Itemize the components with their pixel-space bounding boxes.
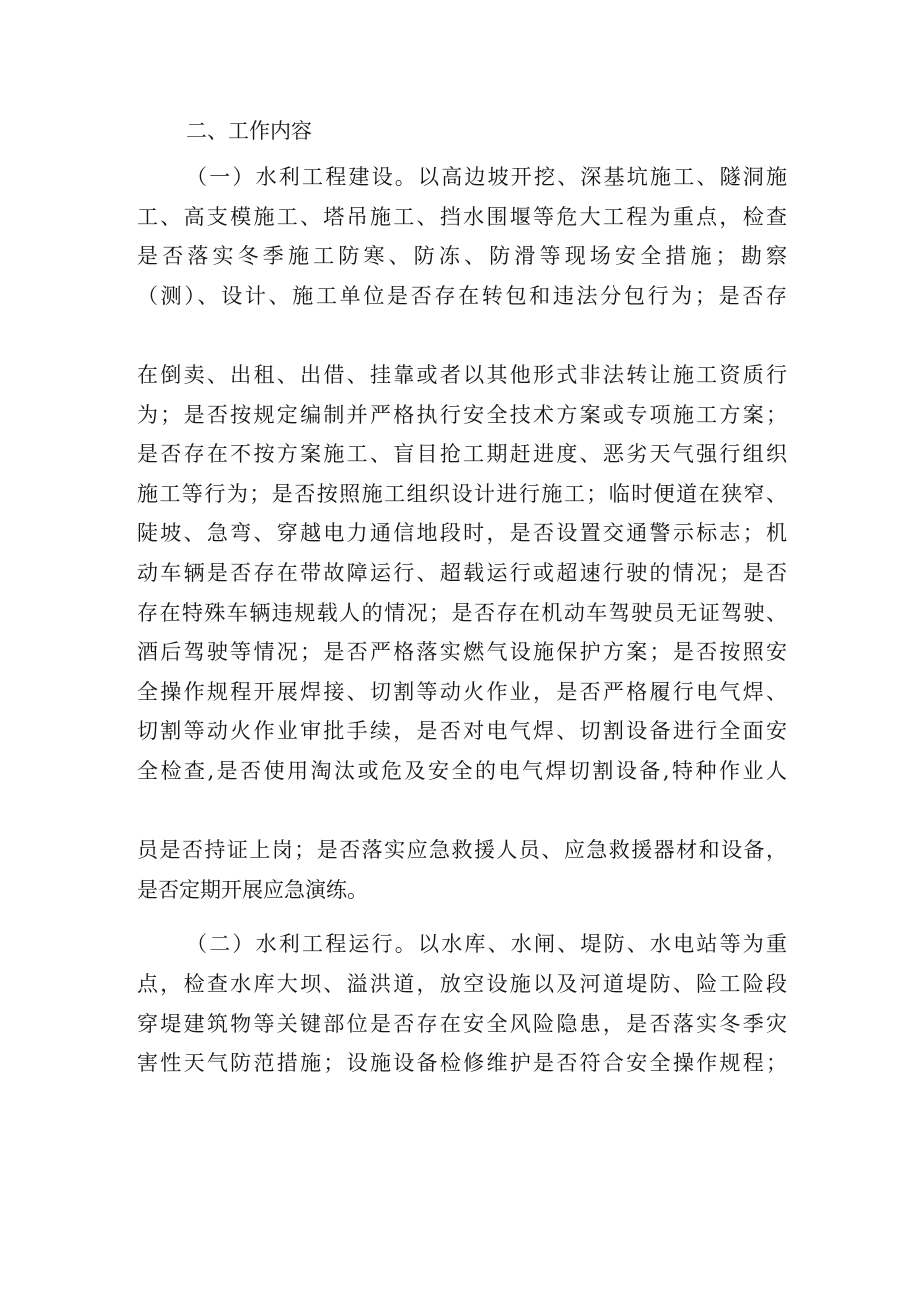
paragraph-line: 在倒卖、出租、出借、挂靠或者以其他形式非法转让施工资质行 xyxy=(137,363,787,387)
paragraph-line: 动车辆是否存在带故障运行、超载运行或超速行驶的情况；是否 xyxy=(137,561,787,585)
paragraph-line: 全检查,是否使用淘汰或危及安全的电气焊切割设备,特种作业人 xyxy=(137,759,787,783)
paragraph-line: 点，检查水库大坝、溢洪道，放空设施以及河道堤防、险工险段 xyxy=(137,972,787,996)
paragraph-line: （测）、设计、施工单位是否存在转包和违法分包行为；是否存 xyxy=(137,284,787,308)
paragraph-line: （一）水利工程建设。以高边坡开挖、深基坑施工、隧洞施 xyxy=(186,165,787,189)
paragraph-line: 是否定期开展应急演练。 xyxy=(137,878,368,902)
paragraph-line: 陡坡、急弯、穿越电力通信地段时，是否设置交通警示标志；机 xyxy=(137,521,787,545)
paragraph-line: 害性天气防范措施；设施设备检修维护是否符合安全操作规程； xyxy=(137,1051,787,1075)
paragraph-line: 是否落实冬季施工防寒、防冻、防滑等现场安全措施；勘察 xyxy=(137,244,787,268)
paragraph-line: 为；是否按规定编制并严格执行安全技术方案或专项施工方案； xyxy=(137,403,787,427)
paragraph-line: 是否存在不按方案施工、盲目抢工期赶进度、恶劣天气强行组织 xyxy=(137,442,787,466)
paragraph-line: 员是否持证上岗；是否落实应急救援人员、应急救援器材和设备， xyxy=(137,838,787,862)
paragraph-line: 全操作规程开展焊接、切割等动火作业，是否严格履行电气焊、 xyxy=(137,680,787,704)
section-heading: 二、工作内容 xyxy=(186,119,312,143)
paragraph-line: （二）水利工程运行。以水库、水闸、堤防、水电站等为重 xyxy=(186,932,787,956)
paragraph-line: 存在特殊车辆违规载人的情况；是否存在机动车驾驶员无证驾驶、 xyxy=(137,601,787,625)
paragraph-line: 酒后驾驶等情况；是否严格落实燃气设施保护方案；是否按照安 xyxy=(137,640,787,664)
paragraph-line: 切割等动火作业审批手续，是否对电气焊、切割设备进行全面安 xyxy=(137,719,787,743)
paragraph-line: 施工等行为；是否按照施工组织设计进行施工；临时便道在狭窄、 xyxy=(137,482,787,506)
paragraph-line: 穿堤建筑物等关键部位是否存在安全风险隐患，是否落实冬季灾 xyxy=(137,1012,787,1036)
paragraph-line: 工、高支模施工、塔吊施工、挡水围堰等危大工程为重点，检查 xyxy=(137,205,787,229)
